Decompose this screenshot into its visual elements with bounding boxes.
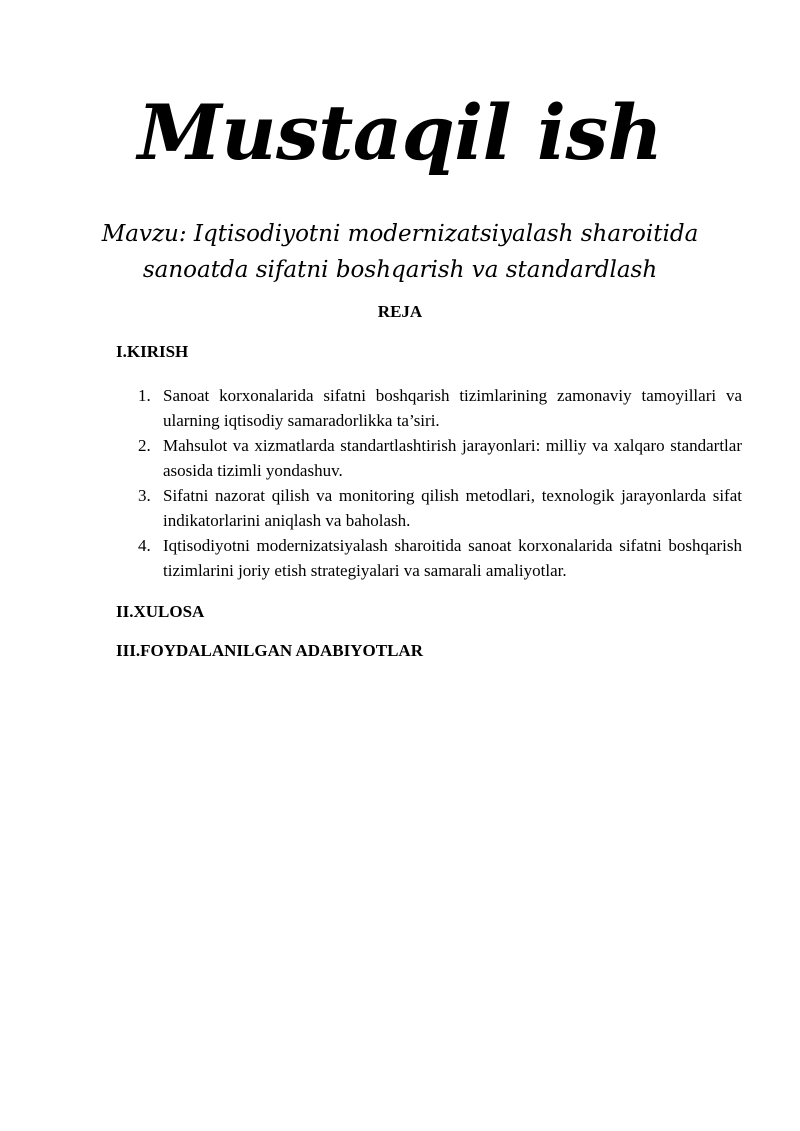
plan-item-text: Iqtisodiyotni modernizatsiyalash sharoitida sanoat korxonalarida sifatni boshqarish tizimlarini joriy etish strategiyalari va samarali amaliyotlar. — [163, 536, 742, 580]
plan-item-text: Sifatni nazorat qilish va monitoring qilish metodlari, texnologik jarayonlarda sifat indikatorlarini aniqlash va baholash. — [163, 486, 742, 530]
plan-item — [116, 533, 742, 583]
plan-item — [116, 383, 742, 433]
plan-list — [116, 383, 742, 583]
document-subtitle — [0, 216, 800, 288]
subtitle-line-1: Mavzu: Iqtisodiyotni modernizatsiyalash sharoitida — [101, 221, 699, 247]
plan-item-number: 4. — [138, 536, 151, 555]
plan-item-number: 2. — [138, 436, 151, 455]
plan-heading: REJA — [377, 302, 423, 321]
subtitle-line-2: sanoatda sifatni boshqarish va standardlash — [142, 257, 658, 283]
plan-item — [116, 433, 742, 483]
section-intro-heading: I.KIRISH — [116, 342, 189, 361]
plan-item — [116, 483, 742, 533]
plan-item-text: Sanoat korxonalarida sifatni boshqarish tizimlarining zamonaviy tamoyillari va ularning iqtisodiy samaradorlikka ta’siri. — [163, 386, 742, 430]
document-title: Mustaqil ish — [137, 88, 663, 177]
plan-item-number: 3. — [138, 486, 151, 505]
section-conclusion-heading: II.XULOSA — [116, 602, 205, 621]
plan-item-text: Mahsulot va xizmatlarda standartlashtirish jarayonlari: milliy va xalqaro standartlar asosida tizimli yondashuv. — [163, 436, 742, 480]
section-references-heading: III.FOYDALANILGAN ADABIYOTLAR — [116, 641, 423, 660]
plan-item-number: 1. — [138, 386, 151, 405]
